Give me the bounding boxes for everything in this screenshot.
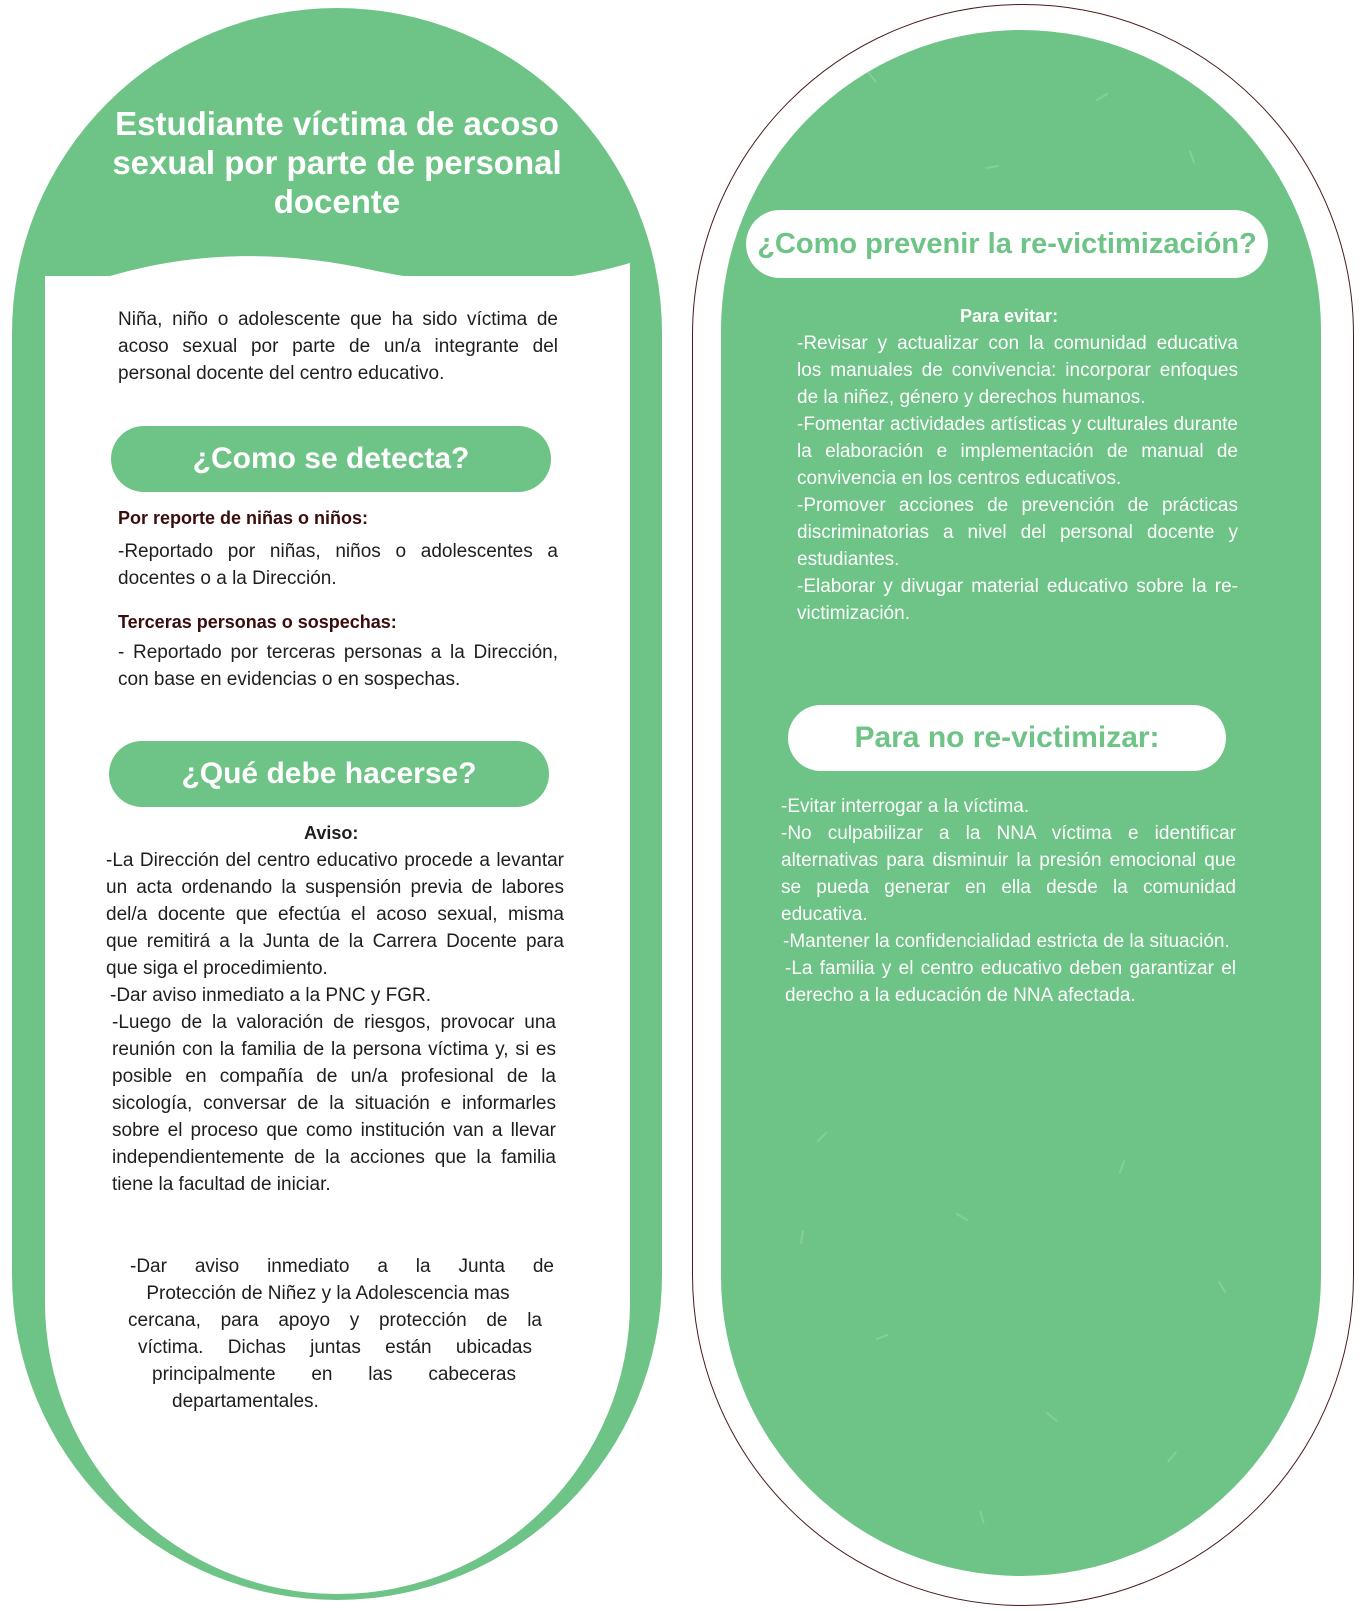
action-list: [106, 847, 564, 1198]
decorative-speck: [1167, 1451, 1178, 1463]
final-line: principalmente en las cabeceras: [152, 1364, 516, 1385]
final-line: -Dar aviso inmediato a la Junta de: [130, 1256, 554, 1277]
final-line: cercana, para apoyo y protección de la: [128, 1310, 542, 1331]
decorative-speck: [875, 1334, 889, 1341]
action-item: -Luego de la valoración de riesgos, provocar una reunión con la familia de la persona víctima y, si es posible en compañía de un/a profesional de la sicología, conversar de la situación e informarles sobre el proceso que como institución van a llevar independientemente de la acciones que la familia tiene la facultad de iniciar.: [112, 1012, 556, 1195]
prevent-subheading: Para evitar:: [960, 306, 1059, 326]
norevict-item: -No culpabilizar a la NNA víctima e identificar alternativas para disminuir la presión emocional que se pueda generar en ella desde la comunidad educativa.: [781, 823, 1236, 925]
page-title: Estudiante víctima de acoso sexual por parte de personal docente: [112, 105, 562, 220]
decorative-speck: [867, 71, 878, 83]
prevent-item: -Promover acciones de prevención de prácticas discriminatorias a nivel del personal docente y estudiantes.: [797, 495, 1238, 570]
prevent-item: -Fomentar actividades artísticas y culturales durante la elaboración e implementación de manual de convivencia en los centros educativos.: [797, 414, 1238, 489]
norevict-heading: Para no re-victimizar:: [788, 705, 1226, 771]
decorative-speck: [1095, 93, 1108, 102]
decorative-speck: [1119, 1160, 1126, 1174]
prevent-item: -Elaborar y divugar material educativo sobre la re-victimización.: [797, 576, 1238, 624]
decorative-speck: [1189, 150, 1196, 164]
norevict-list: [781, 793, 1236, 1009]
decorative-speck: [985, 165, 999, 169]
decorative-speck: [800, 1230, 804, 1244]
decorative-speck: [979, 1510, 985, 1524]
detect-subheading-2: Terceras personas o sospechas:: [118, 612, 397, 632]
detect-text-1: -Reportado por niñas, niños o adolescentes a docentes o a la Dirección.: [118, 541, 558, 589]
action-subheading: Aviso:: [304, 823, 359, 843]
final-item: [106, 1253, 564, 1415]
detect-subheading-1: Por reporte de niñas o niños:: [118, 508, 369, 528]
decorative-speck: [955, 1213, 968, 1222]
action-item: -La Dirección del centro educativo procede a levantar un acta ordenando la suspensión previa de labores del/a docente que efectúa el acoso sexual, misma que remitirá a la Junta de la Carrera Docente para que siga el procedimiento.: [106, 850, 564, 979]
detect-heading: ¿Como se detecta?: [111, 426, 551, 492]
final-line: Protección de Niñez y la Adolescencia mas: [146, 1283, 510, 1304]
final-line: víctima. Dichas juntas están ubicadas: [138, 1337, 532, 1358]
prevent-item: -Revisar y actualizar con la comunidad educativa los manuales de convivencia: incorporar enfoques de la niñez, género y derechos humanos.: [797, 333, 1238, 408]
action-item: -Dar aviso inmediato a la PNC y FGR.: [110, 985, 431, 1006]
decorative-speck: [816, 1131, 827, 1142]
norevict-item: -La familia y el centro educativo deben garantizar el derecho a la educación de NNA afectada.: [785, 958, 1236, 1006]
decorative-speck: [1046, 1412, 1058, 1423]
norevict-item: -Evitar interrogar a la víctima.: [781, 796, 1030, 817]
prevent-heading: ¿Como prevenir la re-victimización?: [746, 210, 1268, 278]
detect-text-2: - Reportado por terceras personas a la Dirección, con base en evidencias o en sospechas.: [118, 642, 558, 690]
action-heading: ¿Qué debe hacerse?: [109, 741, 549, 807]
intro-text: Niña, niño o adolescente que ha sido víctima de acoso sexual por parte de un/a integrante del personal docente del centro educativo.: [118, 309, 558, 384]
final-line: departamentales.: [172, 1391, 319, 1412]
decorative-speck: [1218, 1280, 1227, 1293]
prevent-list: [797, 330, 1238, 627]
norevict-item: -Mantener la confidencialidad estricta de la situación.: [783, 931, 1230, 952]
